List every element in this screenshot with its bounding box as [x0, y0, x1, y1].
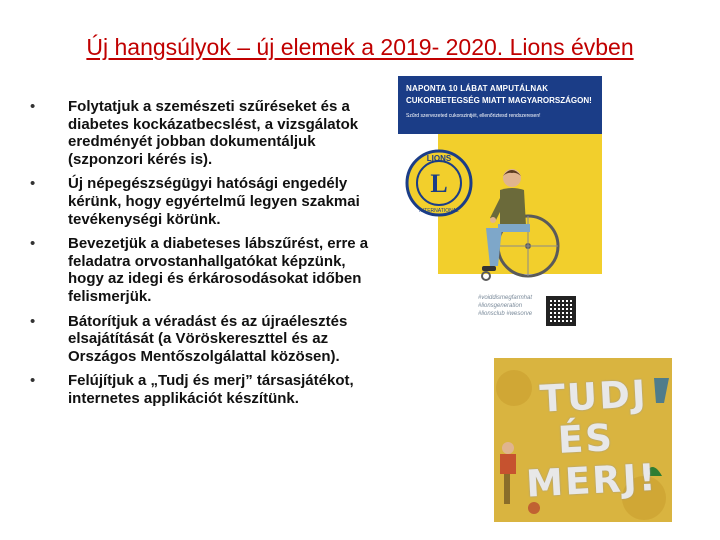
- lions-logo-icon: [404, 148, 474, 218]
- bullet-marker: •: [30, 98, 36, 115]
- qr-code-icon: [548, 298, 574, 324]
- hashtag: #lionsgeneration: [478, 303, 523, 309]
- tudj-es-merj-photo: [494, 358, 672, 522]
- lettering-line: MERJ!: [525, 455, 659, 506]
- bullet-text: Bevezetjük a diabeteses lábszűrést, erre a feladatra orvostanhallgatókat képzünk, hogy az idegi és érkárosodásokat időben felismerjük.: [68, 235, 369, 305]
- bullet-marker: •: [30, 235, 36, 253]
- bullet-list: [30, 98, 385, 415]
- bullet-text: Új népegészségügyi hatósági engedély kérünk, hogy egyértelmű legyen szakmai tevékenységi körünk.: [68, 175, 360, 228]
- bullet-marker: •: [30, 372, 36, 390]
- logo-lions-text: LIONS: [426, 154, 452, 163]
- poster-header: [398, 76, 602, 134]
- bullet-text: Felújítjuk a „Tudj és merj” társasjátékot, internetes applikációt készítünk.: [68, 372, 354, 407]
- poster-headline-2: CUKORBETEGSÉG MIATT MAGYARORSZÁGON!: [406, 96, 592, 105]
- slide-title: Új hangsúlyok – új elemek a 2019- 2020. Lions évben: [86, 34, 634, 60]
- tudj-es-merj-lettering: [521, 372, 667, 505]
- bullet-text: Bátorítjuk a véradást és az újraélesztés elsajátítását (a Vöröskereszttel és az Országos Mentőszolgálattal közösen).: [68, 312, 348, 365]
- lettering-line: TUDJ: [538, 372, 649, 421]
- bullet-text: Folytatjuk a szemészeti szűréseket és a diabetes kockázatbecslést, a vizsgálatok eredményét jobban dokumentáljuk (szponzori kérés is).: [68, 98, 359, 168]
- logo-ring-text: INTERNATIONAL: [419, 208, 459, 214]
- list-item: [30, 235, 385, 305]
- logo-letter: L: [430, 169, 448, 198]
- hashtag: #voiddismegfarmhat: [478, 295, 533, 301]
- lettering-line: ÉS: [556, 415, 616, 462]
- list-item: [30, 372, 385, 407]
- hashtag: #lionsclub #wesorve: [478, 311, 533, 317]
- poster-subline: Szűrd szervezeted cukorszintjét, ellenőriztesd rendszeresen!: [406, 113, 541, 119]
- lions-diabetes-poster: [398, 76, 602, 336]
- bullet-marker: •: [30, 175, 36, 193]
- list-item: [30, 313, 385, 366]
- list-item: [30, 98, 385, 168]
- person-in-wheelchair-icon: [468, 168, 578, 288]
- poster-headline: NAPONTA 10 LÁBAT AMPUTÁLNAK: [406, 84, 549, 93]
- list-item: [30, 175, 385, 228]
- bullet-marker: •: [30, 312, 36, 330]
- poster-hashtags: [478, 294, 532, 318]
